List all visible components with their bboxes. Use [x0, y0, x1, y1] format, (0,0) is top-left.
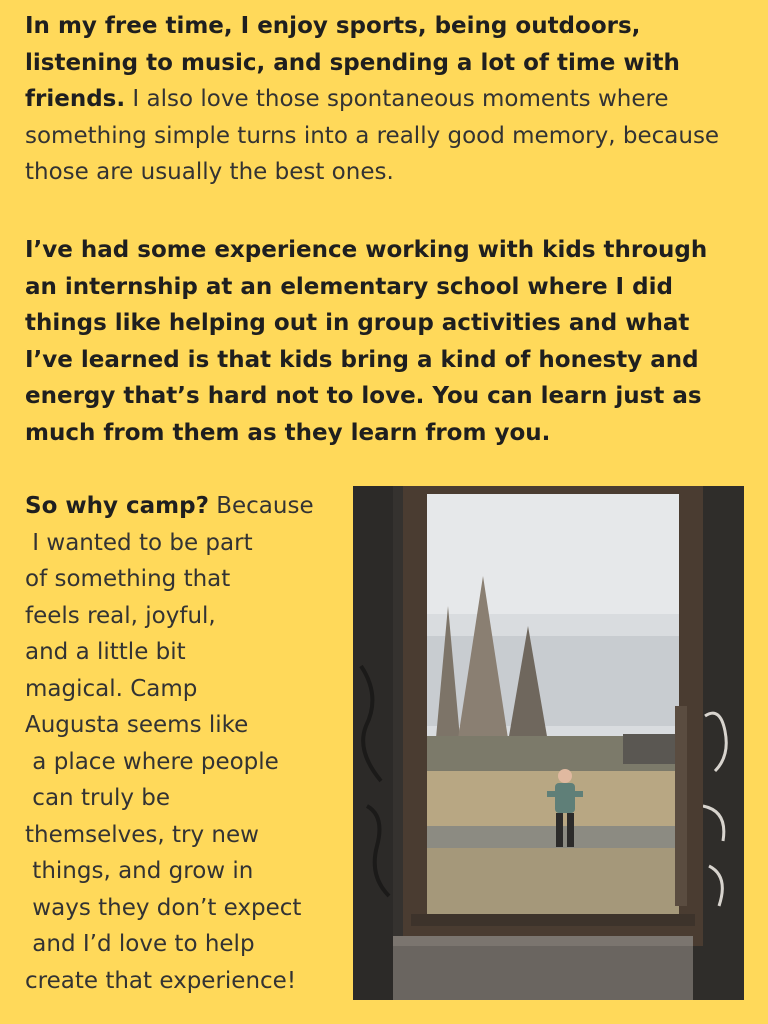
why-camp-line: So why camp? Because — [25, 493, 314, 519]
why-camp-heading: So why camp? — [25, 493, 209, 519]
why-camp-line: I wanted to be part — [25, 529, 253, 556]
why-camp-line: can truly be — [25, 785, 171, 811]
free-time-regular-text: I also love those spontaneous moments where something simple turns into a really good memory, because those are usually the best ones. — [25, 86, 720, 185]
why-camp-line: themselves, try new — [25, 821, 259, 848]
why-camp-line: a place where people — [25, 748, 279, 775]
why-camp-line: magical. Camp — [25, 675, 198, 702]
paragraph-experience: I’ve had some experience working with kids through an internship at an elementary school where I did things like helping out in group activities and what I’ve learned is that kids bring a kind of honesty and energy that’s hard not to love. You can learn just as much from them as they learn from you. — [25, 237, 708, 446]
why-camp-line: and I’d love to help — [25, 931, 255, 957]
why-camp-line: and a little bit — [25, 639, 186, 665]
paragraph-why-camp — [25, 488, 345, 999]
why-camp-line: feels real, joyful, — [25, 602, 216, 629]
free-time-bold-text: In my free time, I enjoy sports, being outdoors, listening to music, and spending a lot of time with friends. — [25, 13, 680, 112]
why-camp-line: ways they don’t expect — [25, 894, 302, 921]
why-camp-line: Augusta seems like — [25, 712, 249, 738]
why-camp-line: things, and grow in — [25, 858, 254, 884]
why-camp-line: create that experience! — [25, 967, 297, 994]
paragraph-free-time — [25, 8, 745, 191]
photo-window-frame — [353, 486, 744, 1000]
photo-illustration — [353, 486, 744, 1000]
why-camp-line: of something that — [25, 566, 231, 592]
